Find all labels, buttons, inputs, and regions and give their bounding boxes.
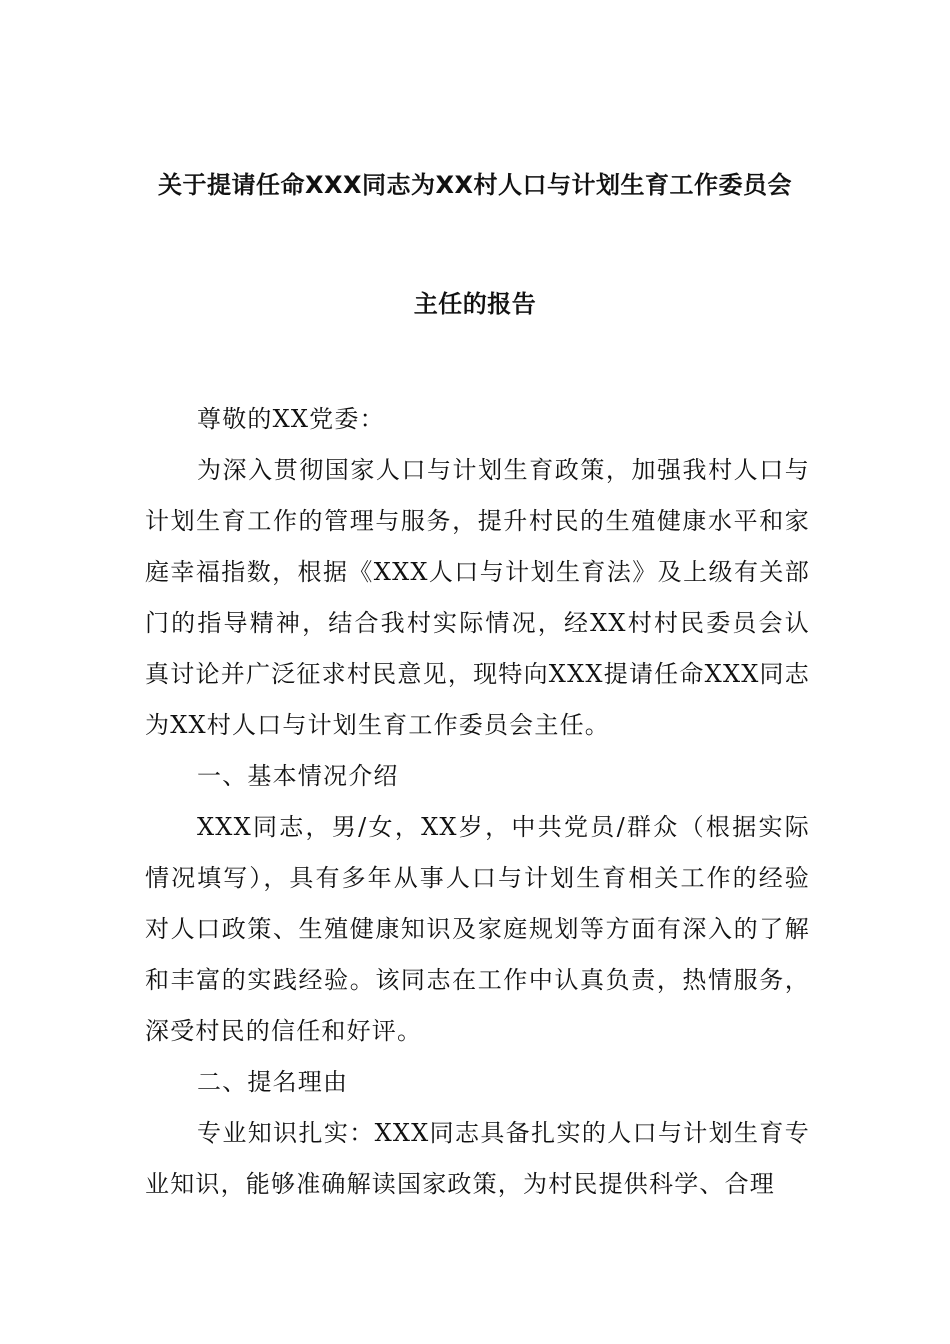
section-2-paragraph: 专业知识扎实：XXX同志具备扎实的人口与计划生育专业知识，能够准确解读国家政策，为村民提供科学、合理 xyxy=(145,1119,810,1198)
document-body xyxy=(145,394,810,1210)
section-1-paragraph: XXX同志，男/女，XX岁，中共党员/群众（根据实际情况填写），具有多年从事人口与计划生育相关工作的经验对人口政策、生殖健康知识及家庭规划等方面有深入的了解和丰富的实践经验。该同志在工作中认真负责，热情服务，深受村民的信任和好评。 xyxy=(145,813,810,1045)
section-1-heading: 一、基本情况介绍 xyxy=(197,762,399,790)
document-title-line-2: 主任的报告 xyxy=(413,290,537,318)
document-title-line-1: 关于提请任命XXX同志为XX村人口与计划生育工作委员会 xyxy=(157,171,793,199)
section-2-heading: 二、提名理由 xyxy=(197,1068,349,1096)
intro-paragraph: 为深入贯彻国家人口与计划生育政策，加强我村人口与计划生育工作的管理与服务，提升村民的生殖健康水平和家庭幸福指数，根据《XXX人口与计划生育法》及上级有关部门的指导精神，结合我村实际情况，经XX村村民委员会认真讨论并广泛征求村民意见，现特向XXX提请任命XXX同志为XX村人口与计划生育工作委员会主任。 xyxy=(145,456,810,739)
salutation: 尊敬的XX党委： xyxy=(197,405,385,433)
